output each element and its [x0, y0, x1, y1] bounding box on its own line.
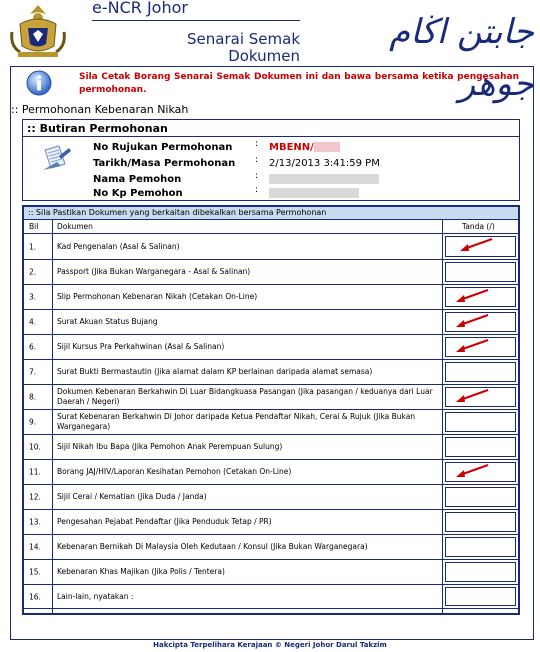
redacted-block: [314, 142, 340, 152]
checklist-row: [24, 410, 518, 435]
row-number: 2.: [29, 267, 37, 277]
checklist-row: [24, 360, 518, 385]
details-panel-title: :: Butiran Permohonan: [23, 120, 519, 137]
row-number: 6.: [29, 342, 37, 352]
row-number: 8.: [29, 392, 37, 402]
col-divider: [442, 220, 443, 613]
field-label-ic: No Kp Pemohon: [93, 188, 183, 199]
system-title: e-NCR Johor: [92, 0, 188, 17]
row-number: 4.: [29, 317, 37, 327]
row-number: 1.: [29, 242, 37, 251]
field-colon: :: [255, 155, 259, 165]
row-document: Passport (Jika Bukan Warganegara - Asal & Salinan): [57, 267, 251, 276]
checklist-header-row: [24, 220, 518, 234]
page-title: [150, 31, 300, 65]
field-label-datetime: Tarikh/Masa Permohonan: [93, 158, 236, 169]
tick-box[interactable]: [445, 437, 516, 457]
row-document: Sijil Cerai / Kematian (Jika Duda / Janda): [57, 492, 207, 501]
row-number: 7.: [29, 367, 37, 377]
tick-box[interactable]: [445, 562, 516, 582]
red-arrow-icon: [454, 463, 490, 479]
jawi-logo: جابتن اڬام جوهر: [389, 12, 534, 104]
checklist-rows: [24, 234, 518, 609]
checklist-row: [24, 385, 518, 410]
checklist-row: [24, 535, 518, 560]
row-document: Surat Kebenaran Berkahwin Di Johor daripada Ketua Pendaftar Nikah, Cerai & Rujuk (Jika Bukan Warganegara): [57, 412, 416, 431]
row-document: Pengesahan Pejabat Pendaftar (Jika Penduduk Tetap / PR): [57, 517, 272, 526]
field-colon: :: [255, 139, 259, 149]
checklist-row: [24, 234, 518, 260]
row-document: Kad Pengenalan (Asal & Salinan): [57, 241, 180, 251]
row-document: Kebenaran Khas Majikan (Jika Polis / Tentera): [57, 567, 225, 576]
row-document: Surat Bukti Bermastautin (Jika alamat dalam KP berlainan daripada alamat semasa): [57, 367, 373, 376]
document-pencil-icon: [39, 142, 73, 176]
print-notice: Sila Cetak Borang Senarai Semak Dokumen ini dan bawa bersama ketika pengesahan permohonan.: [79, 72, 519, 95]
row-document: Sijil Kursus Pra Perkahwinan (Asal & Salinan): [57, 342, 225, 351]
field-label-reference: No Rujukan Permohonan: [93, 142, 233, 153]
checklist-row: [24, 310, 518, 335]
row-number: 15.: [29, 567, 41, 577]
row-document: Borang JAJ/HIV/Laporan Kesihatan Pemohon (Cetakan On-Line): [57, 467, 292, 476]
field-value-ic: [269, 188, 359, 199]
tick-box[interactable]: [445, 512, 516, 532]
page-title-line1: Senarai Semak: [187, 30, 300, 48]
application-details-panel: [22, 119, 520, 201]
reference-number: MBENN/: [269, 142, 314, 153]
row-document: Sijil Nikah Ibu Bapa (Jika Pemohon Anak Perempuan Sulung): [57, 442, 283, 451]
page-title-line2: Dokumen: [228, 47, 300, 65]
row-number: 9.: [29, 417, 37, 427]
document-checklist: [22, 205, 520, 615]
red-arrow-icon: [454, 288, 490, 304]
col-dokumen: Dokumen: [57, 222, 93, 231]
redacted-block: [269, 188, 359, 198]
tick-box[interactable]: [445, 537, 516, 557]
tick-box[interactable]: [445, 412, 516, 432]
col-divider: [52, 220, 53, 613]
tick-box[interactable]: [445, 587, 516, 606]
row-number: 14.: [29, 542, 41, 552]
field-value-reference: [269, 142, 340, 153]
row-document: Surat Akuan Status Bujang: [57, 317, 158, 326]
tick-box[interactable]: [445, 262, 516, 282]
row-number: 11.: [29, 467, 41, 477]
red-arrow-icon: [454, 388, 490, 404]
row-number: 10.: [29, 442, 41, 452]
checklist-row: [24, 585, 518, 609]
checklist-title: :: Sila Pastikan Dokumen yang berkaitan dibekalkan bersama Permohonan: [24, 207, 518, 220]
footer-copyright: Hakcipta Terpelihara Kerajaan © Negeri Johor Darul Takzim: [153, 641, 387, 649]
row-number: 16.: [29, 592, 41, 601]
checklist-row: [24, 485, 518, 510]
field-colon: :: [255, 171, 259, 181]
col-tanda: Tanda (/): [462, 222, 495, 231]
tick-box[interactable]: [445, 487, 516, 507]
red-arrow-icon: [458, 237, 494, 253]
red-arrow-icon: [454, 313, 490, 329]
checklist-row: [24, 260, 518, 285]
row-number: 12.: [29, 492, 41, 502]
redacted-block: [269, 174, 379, 184]
info-icon: [26, 70, 52, 96]
row-number: 3.: [29, 292, 37, 302]
section-title: :: Permohonan Kebenaran Nikah: [11, 103, 189, 116]
checklist-row: [24, 435, 518, 460]
row-document: Slip Permohonan Kebenaran Nikah (Cetakan On-Line): [57, 292, 258, 301]
field-value-name: [269, 174, 379, 185]
johor-crest-icon: [8, 2, 68, 60]
field-label-name: Nama Pemohon: [93, 174, 182, 185]
col-bil: Bil: [29, 222, 39, 231]
red-arrow-icon: [454, 338, 490, 354]
field-colon: :: [255, 185, 259, 195]
checklist-row: [24, 510, 518, 535]
checklist-row: [24, 560, 518, 585]
header-divider: [92, 20, 300, 21]
checklist-row: [24, 335, 518, 360]
row-number: 13.: [29, 517, 41, 527]
checklist-row: [24, 460, 518, 485]
tick-box[interactable]: [445, 362, 516, 382]
row-document: Kebenaran Bernikah Di Malaysia Oleh Kedutaan / Konsul (Jika Bukan Warganegara): [57, 542, 368, 551]
row-document: Lain-lain, nyatakan :: [57, 591, 134, 601]
checklist-row: [24, 285, 518, 310]
row-document: Dokumen Kebenaran Berkahwin Di Luar Bidangkuasa Pasangan (Jika pasangan / keduanya dari Luar Daerah / Negeri): [57, 387, 433, 406]
field-value-datetime: 2/13/2013 3:41:59 PM: [269, 158, 380, 169]
